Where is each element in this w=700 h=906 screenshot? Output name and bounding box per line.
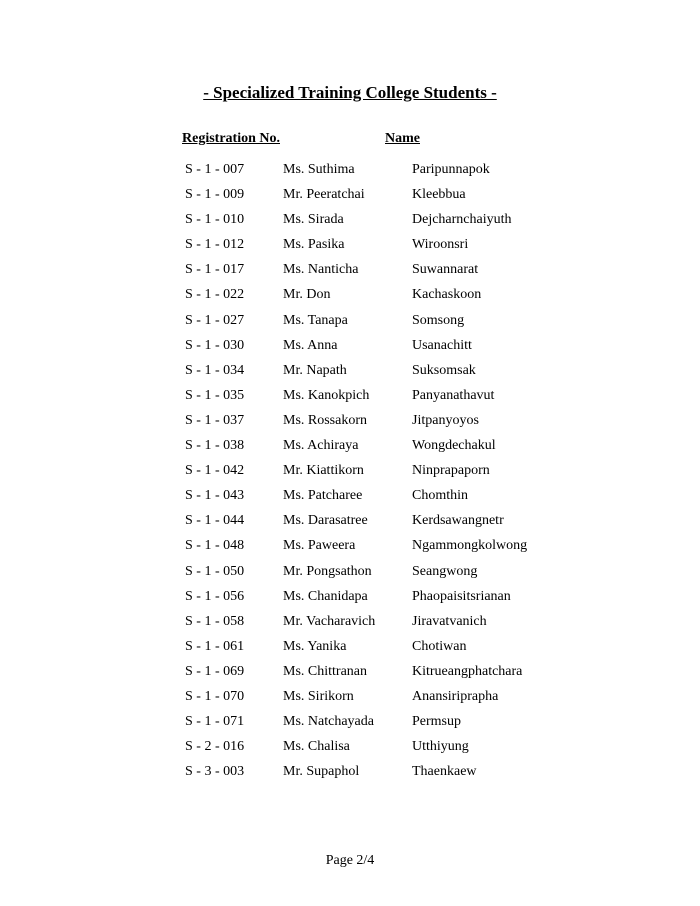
student-last-name: Seangwong [412, 563, 478, 579]
student-first-name: Ms. Sirikorn [283, 688, 354, 704]
student-last-name: Utthiyung [412, 739, 469, 755]
student-first-name: Ms. Tanapa [283, 312, 348, 328]
student-row [0, 536, 700, 561]
student-first-name: Ms. Nanticha [283, 262, 359, 278]
student-last-name: Kitrueangphatchara [412, 663, 523, 679]
registration-number: S - 1 - 037 [185, 412, 245, 428]
student-first-name: Ms. Chittranan [283, 663, 367, 679]
student-first-name: Ms. Achiraya [283, 438, 359, 454]
student-first-name: Mr. Supaphol [283, 764, 360, 780]
student-row [0, 386, 700, 411]
student-first-name: Ms. Paweera [283, 538, 356, 554]
registration-number: S - 1 - 071 [185, 714, 245, 730]
student-row [0, 687, 700, 712]
student-row [0, 612, 700, 637]
registration-number: S - 1 - 070 [185, 688, 245, 704]
student-first-name: Ms. Chalisa [283, 739, 350, 755]
student-row [0, 461, 700, 486]
student-last-name: Ninprapaporn [412, 463, 490, 479]
student-last-name: Wongdechakul [412, 438, 496, 454]
student-last-name: Jitpanyoyos [412, 412, 479, 428]
registration-number: S - 1 - 038 [185, 438, 245, 454]
student-row [0, 637, 700, 662]
student-row [0, 311, 700, 336]
student-last-name: Jiravatvanich [412, 613, 487, 629]
student-last-name: Kleebbua [412, 187, 466, 203]
student-first-name: Mr. Don [283, 287, 331, 303]
page-number: Page 2/4 [325, 853, 375, 868]
student-row [0, 762, 700, 787]
registration-number: S - 1 - 035 [185, 387, 245, 403]
student-first-name: Mr. Peeratchai [283, 187, 365, 203]
student-last-name: Panyanathavut [412, 387, 495, 403]
registration-number: S - 1 - 010 [185, 212, 245, 228]
student-last-name: Ngammongkolwong [412, 538, 528, 554]
student-row [0, 436, 700, 461]
student-row [0, 160, 700, 185]
student-last-name: Dejcharnchaiyuth [412, 212, 512, 228]
page-title: - Specialized Training College Students - [203, 83, 497, 102]
registration-number: S - 2 - 016 [185, 739, 245, 755]
registration-number: S - 1 - 058 [185, 613, 245, 629]
student-last-name: Phaopaisitsrianan [412, 588, 511, 604]
registration-number: S - 1 - 012 [185, 237, 245, 253]
student-row [0, 185, 700, 210]
student-row [0, 411, 700, 436]
student-last-name: Chomthin [412, 488, 469, 504]
student-row [0, 662, 700, 687]
student-first-name: Ms. Rossakorn [283, 412, 368, 428]
student-last-name: Somsong [412, 312, 465, 328]
registration-number: S - 1 - 050 [185, 563, 245, 579]
student-row [0, 737, 700, 762]
student-row [0, 712, 700, 737]
registration-column-header: Registration No. [182, 131, 280, 146]
registration-number: S - 1 - 034 [185, 362, 245, 378]
student-first-name: Ms. Yanika [283, 638, 347, 654]
student-last-name: Suwannarat [412, 262, 479, 278]
student-first-name: Ms. Chanidapa [283, 588, 368, 604]
student-first-name: Ms. Sirada [283, 212, 344, 228]
registration-number: S - 1 - 017 [185, 262, 245, 278]
student-first-name: Mr. Napath [283, 362, 347, 378]
student-first-name: Ms. Suthima [283, 162, 355, 177]
registration-number: S - 1 - 048 [185, 538, 245, 554]
registration-number: S - 1 - 022 [185, 287, 245, 303]
registration-number: S - 1 - 007 [185, 162, 245, 177]
student-last-name: Paripunnapok [412, 162, 490, 177]
student-last-name: Wiroonsri [412, 237, 469, 253]
student-first-name: Ms. Anna [283, 337, 338, 353]
student-list [0, 160, 700, 787]
student-first-name: Mr. Kiattikorn [283, 463, 364, 479]
student-row [0, 587, 700, 612]
student-row [0, 361, 700, 386]
student-first-name: Ms. Patcharee [283, 488, 363, 504]
student-last-name: Kachaskoon [412, 287, 482, 303]
student-first-name: Ms. Natchayada [283, 714, 374, 730]
student-last-name: Anansiriprapha [412, 688, 499, 704]
registration-number: S - 1 - 044 [185, 513, 245, 529]
student-row [0, 486, 700, 511]
student-row [0, 235, 700, 260]
name-column-header: Name [385, 131, 420, 146]
student-last-name: Permsup [412, 714, 461, 730]
student-row [0, 285, 700, 310]
student-row [0, 260, 700, 285]
registration-number: S - 1 - 056 [185, 588, 245, 604]
student-first-name: Mr. Vacharavich [283, 613, 376, 629]
registration-number: S - 1 - 027 [185, 312, 245, 328]
student-row [0, 210, 700, 235]
student-last-name: Suksomsak [412, 362, 476, 378]
registration-number: S - 1 - 069 [185, 663, 245, 679]
student-first-name: Ms. Kanokpich [283, 387, 370, 403]
registration-number: S - 1 - 043 [185, 488, 245, 504]
student-row [0, 336, 700, 361]
student-row [0, 562, 700, 587]
registration-number: S - 1 - 042 [185, 463, 245, 479]
student-last-name: Thaenkaew [412, 764, 477, 780]
registration-number: S - 3 - 003 [185, 764, 245, 780]
student-first-name: Ms. Darasatree [283, 513, 368, 529]
student-last-name: Kerdsawangnetr [412, 513, 504, 529]
student-first-name: Ms. Pasika [283, 237, 345, 253]
student-first-name: Mr. Pongsathon [283, 563, 372, 579]
registration-number: S - 1 - 030 [185, 337, 245, 353]
student-row [0, 511, 700, 536]
registration-number: S - 1 - 061 [185, 638, 245, 654]
student-last-name: Chotiwan [412, 638, 467, 654]
student-last-name: Usanachitt [412, 337, 472, 353]
registration-number: S - 1 - 009 [185, 187, 245, 203]
